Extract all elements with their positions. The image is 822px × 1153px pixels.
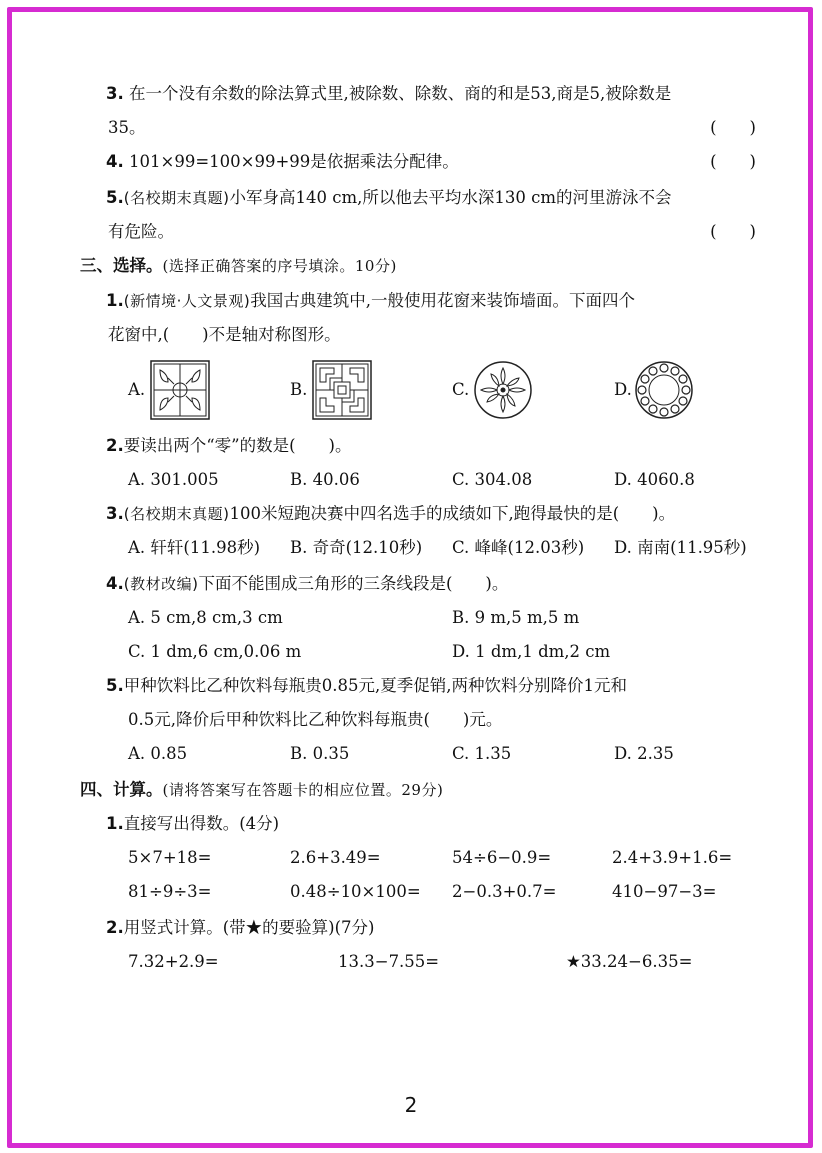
choice-q4 <box>106 572 508 596</box>
option-b[interactable]: B. 40.06 <box>290 470 360 489</box>
section-title: 四、计算。 <box>80 780 163 799</box>
option-b-label[interactable]: B. <box>290 380 308 399</box>
calc-item: 410−97−3= <box>612 882 717 901</box>
section-title: 三、选择。 <box>80 256 163 275</box>
question-number: 2. <box>106 918 124 937</box>
choice-q1-cont: 花窗中,( )不是轴对称图形。 <box>108 325 341 344</box>
calc-item: 54÷6−0.9= <box>452 848 552 867</box>
section-4-header <box>80 778 443 802</box>
answer-paren[interactable]: ( ) <box>710 152 756 171</box>
option-c-label[interactable]: C. <box>452 380 470 399</box>
answer-paren[interactable]: ( ) <box>710 118 756 137</box>
calc-q1 <box>106 812 279 836</box>
page-number: 2 <box>404 1093 418 1117</box>
question-tag: (名校期末真题) <box>123 189 230 207</box>
judge-q4 <box>106 150 459 174</box>
choice-q5-cont: 0.5元,降价后甲种饮料比乙种饮料每瓶贵( )元。 <box>128 710 503 729</box>
option-d[interactable]: D. 南南(11.95秒) <box>614 538 747 557</box>
answer-paren[interactable]: ( ) <box>710 222 756 241</box>
option-d[interactable]: D. 2.35 <box>614 744 674 763</box>
question-text: 我国古典建筑中,一般使用花窗来装饰墙面。下面四个 <box>250 291 635 310</box>
question-tag: (新情境·人文景观) <box>123 292 251 310</box>
option-a[interactable]: A. 轩轩(11.98秒) <box>128 538 261 557</box>
calc-item: 2−0.3+0.7= <box>452 882 557 901</box>
calc-item: 2.4+3.9+1.6= <box>612 848 733 867</box>
round-window-c-icon[interactable] <box>473 360 533 420</box>
option-c[interactable]: C. 1 dm,6 cm,0.06 m <box>128 642 302 661</box>
section-note: (请将答案写在答题卡的相应位置。29分) <box>162 781 444 799</box>
question-text: 100米短跑决赛中四名选手的成绩如下,跑得最快的是( )。 <box>229 504 676 523</box>
calc-item: 5×7+18= <box>128 848 212 867</box>
option-d[interactable]: D. 4060.8 <box>614 470 695 489</box>
option-a[interactable]: A. 301.005 <box>128 470 219 489</box>
question-text: 直接写出得数。(4分) <box>123 814 280 833</box>
option-c[interactable]: C. 304.08 <box>452 470 533 489</box>
question-text: 下面不能围成三角形的三条线段是( )。 <box>198 574 509 593</box>
calc-item: 2.6+3.49= <box>290 848 381 867</box>
round-window-d-icon[interactable] <box>634 360 694 420</box>
question-text: 甲种饮料比乙种饮料每瓶贵0.85元,夏季促销,两种饮料分别降价1元和 <box>123 676 627 695</box>
question-number: 3. <box>106 504 124 523</box>
lattice-window-a-icon[interactable] <box>150 360 210 420</box>
option-d[interactable]: D. 1 dm,1 dm,2 cm <box>452 642 611 661</box>
judge-q5 <box>106 186 671 210</box>
question-text: 101×99=100×99+99是依据乘法分配律。 <box>129 152 459 171</box>
judge-q3-cont: 35。 <box>108 118 146 137</box>
question-number: 3. <box>106 84 124 103</box>
question-tag: (教材改编) <box>123 575 199 593</box>
question-tag: (名校期末真题) <box>123 505 230 523</box>
question-number: 5. <box>106 188 124 207</box>
option-a-label[interactable]: A. <box>128 380 146 399</box>
calc-item: ★33.24−6.35= <box>566 952 693 971</box>
question-number: 4. <box>106 574 124 593</box>
option-b[interactable]: B. 0.35 <box>290 744 350 763</box>
choice-q3 <box>106 502 675 526</box>
question-number: 1. <box>106 814 124 833</box>
option-b[interactable]: B. 9 m,5 m,5 m <box>452 608 580 627</box>
option-c[interactable]: C. 峰峰(12.03秒) <box>452 538 585 557</box>
calc-q2 <box>106 916 375 940</box>
calc-item: 13.3−7.55= <box>338 952 440 971</box>
question-text: 小军身高140 cm,所以他去平均水深130 cm的河里游泳不会 <box>229 188 672 207</box>
calc-item: 7.32+2.9= <box>128 952 219 971</box>
option-d-label[interactable]: D. <box>614 380 632 399</box>
question-text: 要读出两个“零”的数是( )。 <box>123 436 352 455</box>
choice-q1 <box>106 289 635 313</box>
option-a[interactable]: A. 0.85 <box>128 744 188 763</box>
question-text: 用竖式计算。(带★的要验算)(7分) <box>123 918 375 937</box>
section-note: (选择正确答案的序号填涂。10分) <box>162 257 397 275</box>
judge-q5-cont: 有危险。 <box>108 222 174 241</box>
option-a[interactable]: A. 5 cm,8 cm,3 cm <box>128 608 283 627</box>
question-number: 2. <box>106 436 124 455</box>
section-3-header <box>80 254 397 278</box>
option-c[interactable]: C. 1.35 <box>452 744 512 763</box>
question-text: 在一个没有余数的除法算式里,被除数、除数、商的和是53,商是5,被除数是 <box>129 84 672 103</box>
choice-q2 <box>106 434 352 458</box>
lattice-window-b-icon[interactable] <box>312 360 372 420</box>
question-number: 4. <box>106 152 124 171</box>
question-number: 5. <box>106 676 124 695</box>
judge-q3 <box>106 82 671 106</box>
option-b[interactable]: B. 奇奇(12.10秒) <box>290 538 423 557</box>
calc-item: 0.48÷10×100= <box>290 882 421 901</box>
question-number: 1. <box>106 291 124 310</box>
choice-q5 <box>106 674 627 698</box>
calc-item: 81÷9÷3= <box>128 882 212 901</box>
